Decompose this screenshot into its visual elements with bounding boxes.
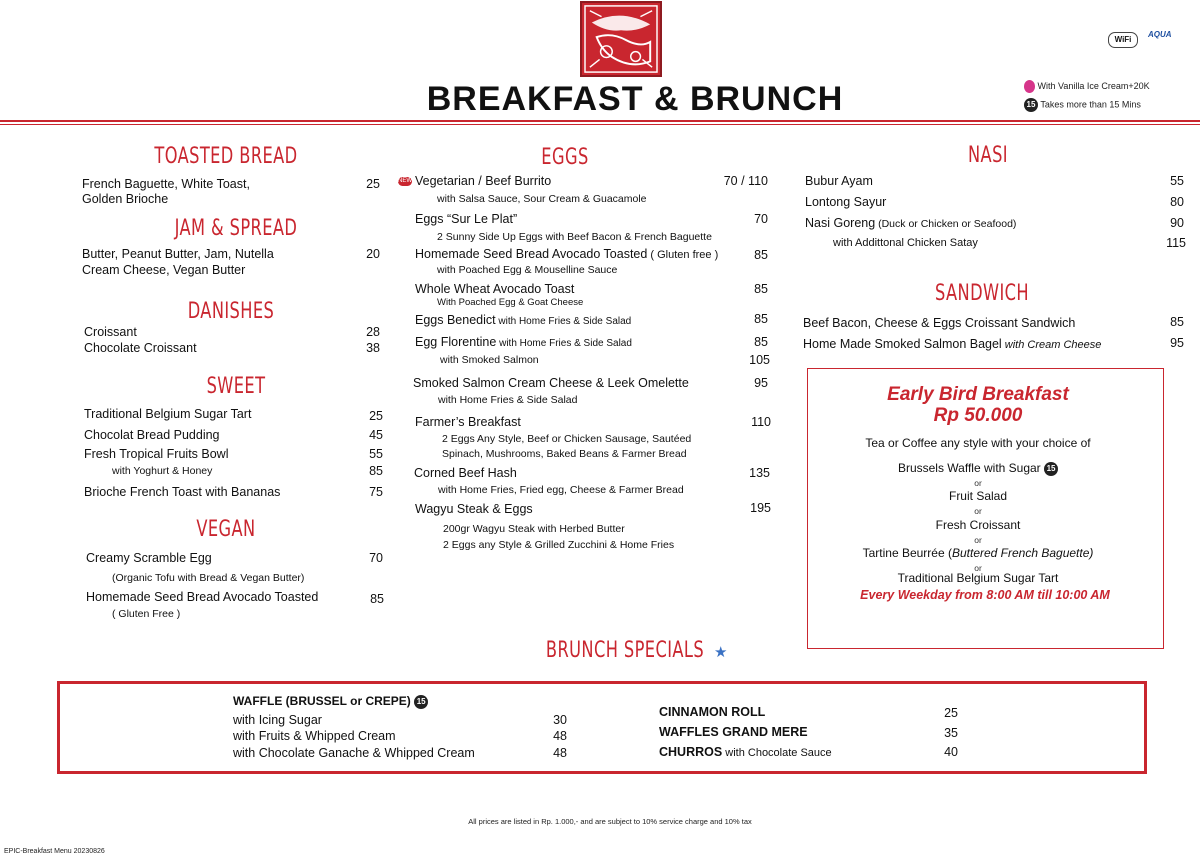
sub2-wagyu: 2 Eggs any Style & Grilled Zucchini & Home Fries: [443, 539, 675, 551]
clock-icon: 15: [1024, 98, 1038, 112]
sub-scramble-egg: (Organic Tofu with Bread & Vegan Butter): [112, 572, 305, 584]
clock-icon: 15: [1044, 462, 1058, 476]
or-text: or: [974, 478, 982, 488]
star-icon: ★: [714, 644, 728, 661]
item-wagyu: Wagyu Steak & Eggs: [415, 502, 533, 516]
aqua-logo: AQUA: [1148, 30, 1172, 39]
price-scramble-egg: 70: [369, 551, 383, 565]
item-burrito: Vegetarian / Beef Burrito: [415, 174, 552, 188]
item-bubur-ayam: Bubur Ayam: [805, 174, 873, 188]
price-whole-wheat: 85: [754, 282, 768, 296]
item-chocolate-croissant: Chocolate Croissant: [84, 341, 197, 355]
price-chicken-satay: 115: [1166, 236, 1186, 250]
sub-whole-wheat: With Poached Egg & Goat Cheese: [437, 297, 584, 308]
item-waffle-icing: with Icing Sugar: [233, 713, 322, 727]
sub-omelette: with Home Fries & Side Salad: [438, 394, 578, 406]
heading-eggs: EGGS: [541, 145, 589, 170]
item-scramble-egg: Creamy Scramble Egg: [86, 551, 212, 565]
price-farmers-breakfast: 110: [751, 415, 771, 429]
item-croissant-sandwich: Beef Bacon, Cheese & Eggs Croissant Sandwich: [803, 316, 1076, 330]
item-toasted-bread-line2: Golden Brioche: [82, 192, 169, 206]
item-egg-florentine: Egg Florentine with Home Fries & Side Salad: [415, 335, 632, 349]
heading-toasted-bread: TOASTED BREAD: [154, 144, 298, 169]
item-seed-bread-eggs: Homemade Seed Bread Avocado Toasted ( Gluten free ): [415, 247, 719, 261]
price-fruits-bowl: 55: [369, 447, 383, 461]
item-fruits-bowl: Fresh Tropical Fruits Bowl: [84, 447, 229, 461]
early-bird-price: Rp 50.000: [933, 405, 1023, 426]
item-cinnamon-roll: CINNAMON ROLL: [659, 705, 766, 719]
item-salmon-bagel: Home Made Smoked Salmon Bagel with Cream Cheese: [803, 337, 1102, 351]
waffle-title: WAFFLE (BRUSSEL or CREPE) 15: [233, 694, 428, 709]
sub-egg-florentine: with Smoked Salmon: [440, 354, 539, 366]
item-croissant: Croissant: [84, 325, 137, 339]
item-sur-le-plat: Eggs “Sur Le Plat”: [415, 212, 518, 226]
price-wagyu: 195: [750, 501, 771, 515]
price-sugar-tart: 25: [369, 409, 383, 423]
sub-farmers-breakfast: 2 Eggs Any Style, Beef or Chicken Sausage, Sautéed: [442, 433, 692, 445]
early-bird-intro: Tea or Coffee any style with your choice of: [865, 436, 1091, 450]
price-waffles-grand-mere: 35: [944, 726, 958, 740]
item-nasi-goreng: Nasi Goreng (Duck or Chicken or Seafood): [805, 216, 1017, 230]
price-french-toast: 75: [369, 485, 383, 499]
heading-nasi: NASI: [968, 143, 1008, 168]
item-waffle-ganache: with Chocolate Ganache & Whipped Cream: [233, 746, 475, 760]
price-cinnamon-roll: 25: [944, 706, 958, 720]
item-jam-spread-line2: Cream Cheese, Vegan Butter: [82, 263, 246, 277]
price-jam-spread: 20: [366, 247, 380, 261]
top-rule-1: [0, 120, 1200, 122]
item-french-toast: Brioche French Toast with Bananas: [84, 485, 281, 499]
price-nasi-goreng: 90: [1170, 216, 1184, 230]
price-salmon-bagel: 95: [1170, 336, 1184, 350]
or-text: or: [974, 535, 982, 545]
wifi-icon: WiFi: [1108, 32, 1138, 48]
item-waffles-grand-mere: WAFFLES GRAND MERE: [659, 725, 808, 739]
price-corned-beef: 135: [749, 466, 770, 480]
item-sugar-tart: Traditional Belgium Sugar Tart: [84, 407, 252, 421]
price-bubur-ayam: 55: [1170, 174, 1184, 188]
early-bird-hours: Every Weekday from 8:00 AM till 10:00 AM: [860, 588, 1110, 602]
item-corned-beef: Corned Beef Hash: [414, 466, 517, 480]
brunch-specials-box: [57, 681, 1147, 774]
sub-burrito: with Salsa Sauce, Sour Cream & Guacamole: [437, 193, 647, 205]
footer-menu-code: EPIC-Breakfast Menu 20230826: [4, 848, 105, 855]
price-bread-pudding: 45: [369, 428, 383, 442]
early-bird-option-sugar-tart: Traditional Belgium Sugar Tart: [897, 571, 1059, 585]
early-bird-option-tartine: Tartine Beurrée (Buttered French Baguette): [862, 546, 1094, 560]
price-seed-bread-vegan: 85: [370, 592, 384, 606]
heading-danishes: DANISHES: [187, 299, 275, 324]
price-waffle-icing: 30: [553, 713, 567, 727]
early-bird-option-fruit-salad: Fruit Salad: [948, 489, 1008, 503]
item-omelette: Smoked Salmon Cream Cheese & Leek Omelette: [413, 376, 689, 390]
page-title: BREAKFAST & BRUNCH: [426, 80, 844, 118]
item-toasted-bread: French Baguette, White Toast,: [82, 177, 250, 191]
price-omelette: 95: [754, 376, 768, 390]
item-seed-bread-vegan: Homemade Seed Bread Avocado Toasted: [86, 590, 319, 604]
price-egg-florentine: 85: [754, 335, 768, 349]
price-croissant-sandwich: 85: [1170, 315, 1184, 329]
price-chocolate-croissant: 38: [366, 341, 380, 355]
fish-emblem-icon: [582, 3, 660, 75]
price-eggs-benedict: 85: [754, 312, 768, 326]
price-croissant: 28: [366, 325, 380, 339]
item-yoghurt-honey: with Yoghurt & Honey: [112, 465, 213, 477]
early-bird-option-waffle: Brussels Waffle with Sugar 15: [807, 461, 1149, 476]
price-seed-bread-eggs: 85: [754, 248, 768, 262]
item-churros: CHURROS with Chocolate Sauce: [659, 745, 832, 759]
item-jam-spread: Butter, Peanut Butter, Jam, Nutella: [82, 247, 274, 261]
heading-sandwich: SANDWICH: [934, 281, 1030, 306]
price-smoked-salmon-addon: 105: [749, 353, 770, 367]
item-farmers-breakfast: Farmer’s Breakfast: [415, 415, 521, 429]
heading-vegan: VEGAN: [196, 517, 256, 542]
sub-seed-bread-vegan: ( Gluten Free ): [112, 608, 181, 620]
price-churros: 40: [944, 745, 958, 759]
new-tag-icon: NEW: [398, 178, 412, 184]
item-eggs-benedict: Eggs Benedict with Home Fries & Side Salad: [415, 313, 632, 327]
price-burrito: 70 / 110: [723, 174, 768, 188]
sub-corned-beef: with Home Fries, Fried egg, Cheese & Farmer Bread: [438, 484, 684, 496]
price-yoghurt-honey: 85: [369, 464, 383, 478]
footer-price-note: All prices are listed in Rp. 1.000,- and are subject to 10% service charge and 10% tax: [468, 817, 752, 826]
price-sur-le-plat: 70: [754, 212, 768, 226]
item-waffle-fruits: with Fruits & Whipped Cream: [233, 729, 396, 743]
item-whole-wheat: Whole Wheat Avocado Toast: [415, 282, 575, 296]
item-lontong-sayur: Lontong Sayur: [805, 195, 887, 209]
heading-sweet: SWEET: [206, 374, 266, 399]
sub-sur-le-plat: 2 Sunny Side Up Eggs with Beef Bacon & French Baguette: [437, 231, 712, 243]
price-waffle-fruits: 48: [553, 729, 567, 743]
sub-wagyu: 200gr Wagyu Steak with Herbed Butter: [443, 523, 625, 535]
restaurant-logo: [580, 1, 662, 77]
top-rule-2: [0, 124, 1200, 125]
heading-jam-spread: JAM & SPREAD: [174, 216, 298, 241]
price-lontong-sayur: 80: [1170, 195, 1184, 209]
legend-ice-cream: With Vanilla Ice Cream+20K: [1024, 80, 1150, 93]
or-text: or: [974, 506, 982, 516]
ice-cream-icon: [1024, 80, 1035, 93]
clock-icon: 15: [414, 695, 428, 709]
heading-brunch-specials: BRUNCH SPECIALS: [545, 638, 705, 663]
sub2-farmers-breakfast: Spinach, Mushrooms, Baked Beans & Farmer Bread: [442, 448, 687, 460]
early-bird-option-croissant: Fresh Croissant: [935, 518, 1021, 532]
price-toasted-bread: 25: [366, 177, 380, 191]
or-text: or: [974, 563, 982, 573]
item-bread-pudding: Chocolat Bread Pudding: [84, 428, 220, 442]
legend-clock: 15 Takes more than 15 Mins: [1024, 98, 1141, 112]
item-chicken-satay: with Addittonal Chicken Satay: [833, 237, 978, 249]
early-bird-title: Early Bird Breakfast: [887, 384, 1069, 405]
sub-seed-bread-eggs: with Poached Egg & Mouselline Sauce: [437, 264, 618, 276]
price-waffle-ganache: 48: [553, 746, 567, 760]
